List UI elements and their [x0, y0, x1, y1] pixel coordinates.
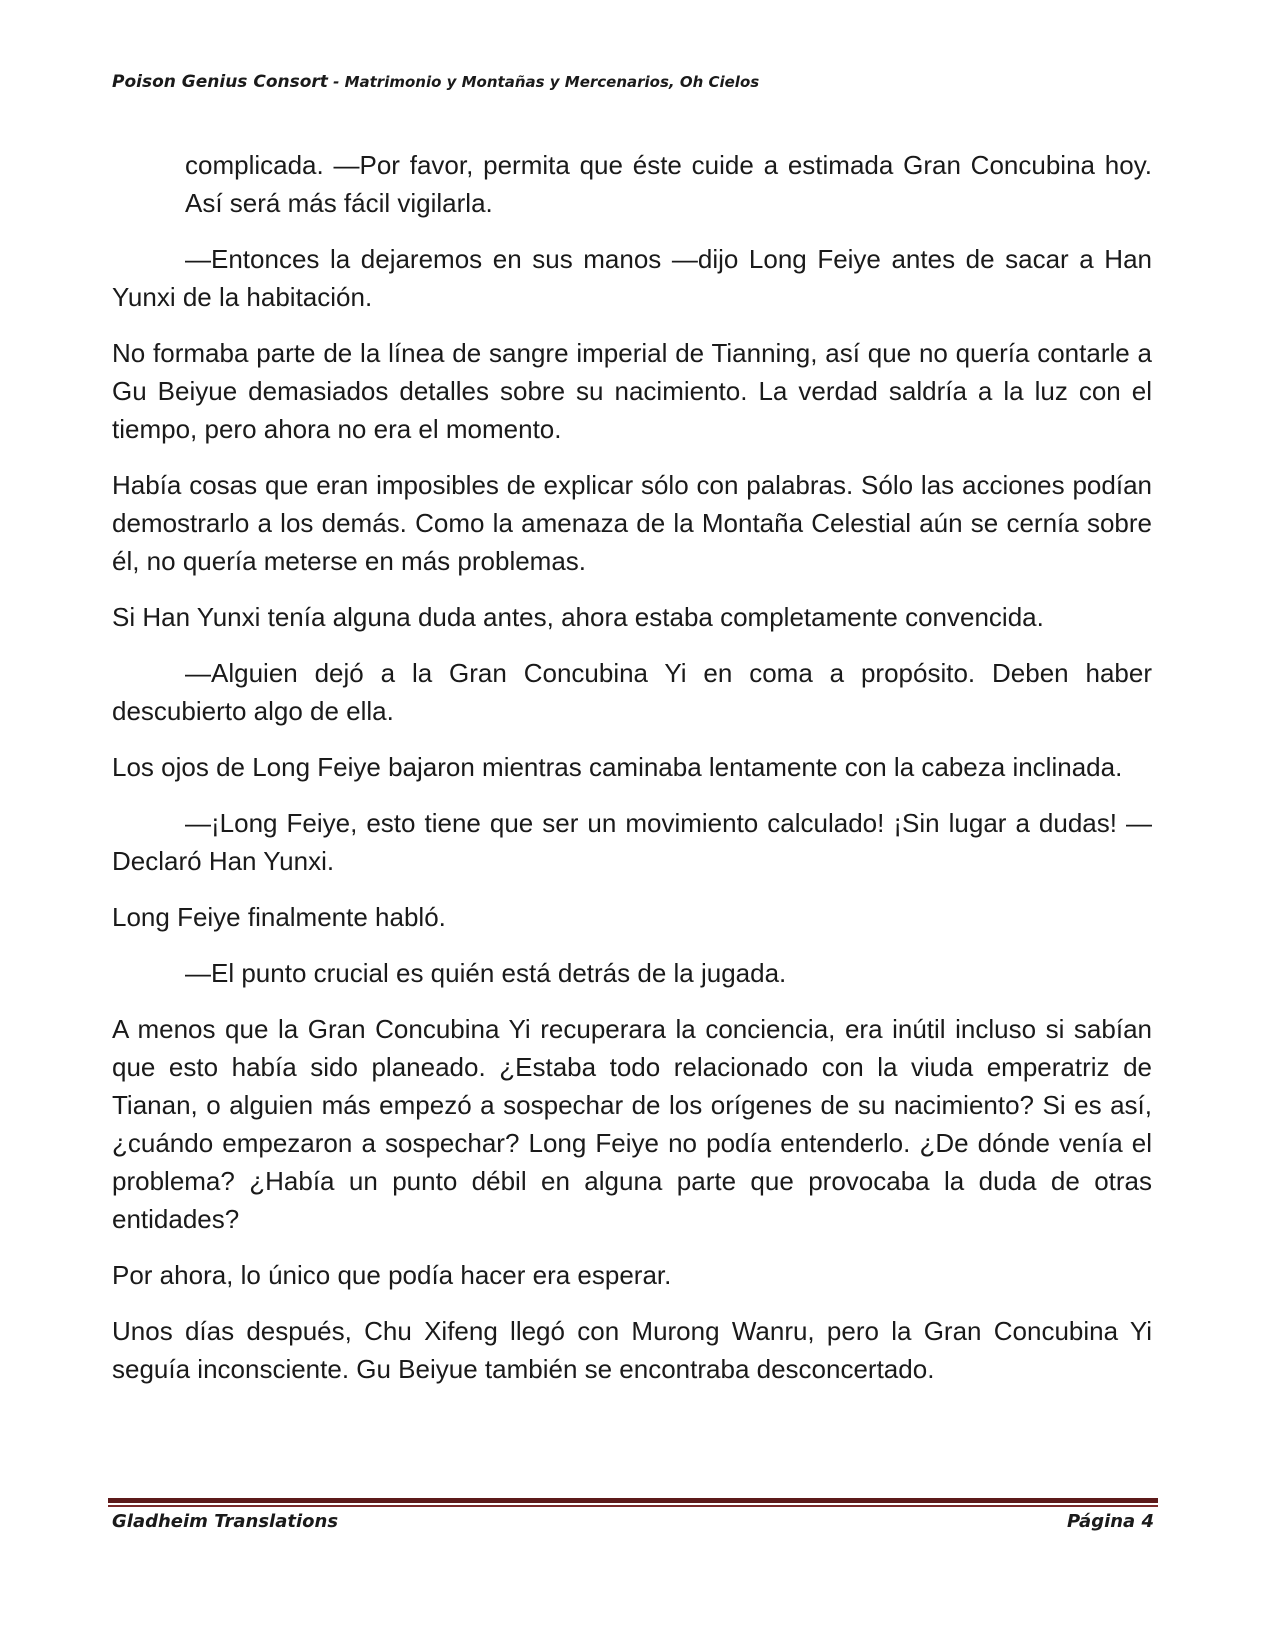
footer-divider	[108, 1498, 1158, 1503]
page-footer	[112, 1511, 1154, 1532]
paragraph: Había cosas que eran imposibles de explicar sólo con palabras. Sólo las acciones podían demostrarlo a los demás. Como la amenaza de la Montaña Celestial aún se cernía sobre él, no quería meterse en más problemas.	[112, 470, 1152, 576]
paragraph: —Entonces la dejaremos en sus manos —dijo Long Feiye antes de sacar a Han Yunxi de la habitación.	[112, 244, 1152, 312]
chapter-subtitle: - Matrimonio y Montañas y Mercenarios, Oh Cielos	[327, 73, 760, 91]
footer-divider-thin	[108, 1505, 1158, 1507]
paragraph: complicada. —Por favor, permita que éste cuide a estimada Gran Concubina hoy. Así será más fácil vigilarla.	[185, 150, 1152, 218]
paragraph: —Alguien dejó a la Gran Concubina Yi en coma a propósito. Deben haber descubierto algo de ella.	[112, 658, 1152, 726]
paragraph: Unos días después, Chu Xifeng llegó con Murong Wanru, pero la Gran Concubina Yi seguía inconsciente. Gu Beiyue también se encontraba desconcertado.	[112, 1316, 1152, 1384]
paragraph: A menos que la Gran Concubina Yi recuperara la conciencia, era inútil incluso si sabían que esto había sido planeado. ¿Estaba todo relacionado con la viuda emperatriz de Tianan, o alguien más empezó a sospechar de los orígenes de su nacimiento? Si es así, ¿cuándo empezaron a sospechar? Long Feiye no podía entenderlo. ¿De dónde venía el problema? ¿Había un punto débil en alguna parte que provocaba la duda de otras entidades?	[112, 1014, 1152, 1234]
paragraph: —El punto crucial es quién está detrás de la jugada.	[185, 958, 787, 988]
page-number: Página 4	[1067, 1511, 1154, 1532]
book-title: Poison Genius Consort	[112, 72, 328, 92]
paragraph: Si Han Yunxi tenía alguna duda antes, ahora estaba completamente convencida.	[112, 602, 1044, 632]
paragraph: —¡Long Feiye, esto tiene que ser un movimiento calculado! ¡Sin lugar a dudas! —Declaró Han Yunxi.	[112, 808, 1152, 876]
page-body	[112, 146, 1152, 1406]
paragraph: Por ahora, lo único que podía hacer era esperar.	[112, 1260, 672, 1290]
translator-credit: Gladheim Translations	[112, 1511, 339, 1532]
paragraph: No formaba parte de la línea de sangre imperial de Tianning, así que no quería contarle a Gu Beiyue demasiados detalles sobre su nacimiento. La verdad saldría a la luz con el tiempo, pero ahora no era el momento.	[112, 338, 1152, 444]
paragraph: Long Feiye finalmente habló.	[112, 902, 446, 932]
paragraph: Los ojos de Long Feiye bajaron mientras caminaba lentamente con la cabeza inclinada.	[112, 752, 1123, 782]
page-header	[112, 72, 759, 92]
